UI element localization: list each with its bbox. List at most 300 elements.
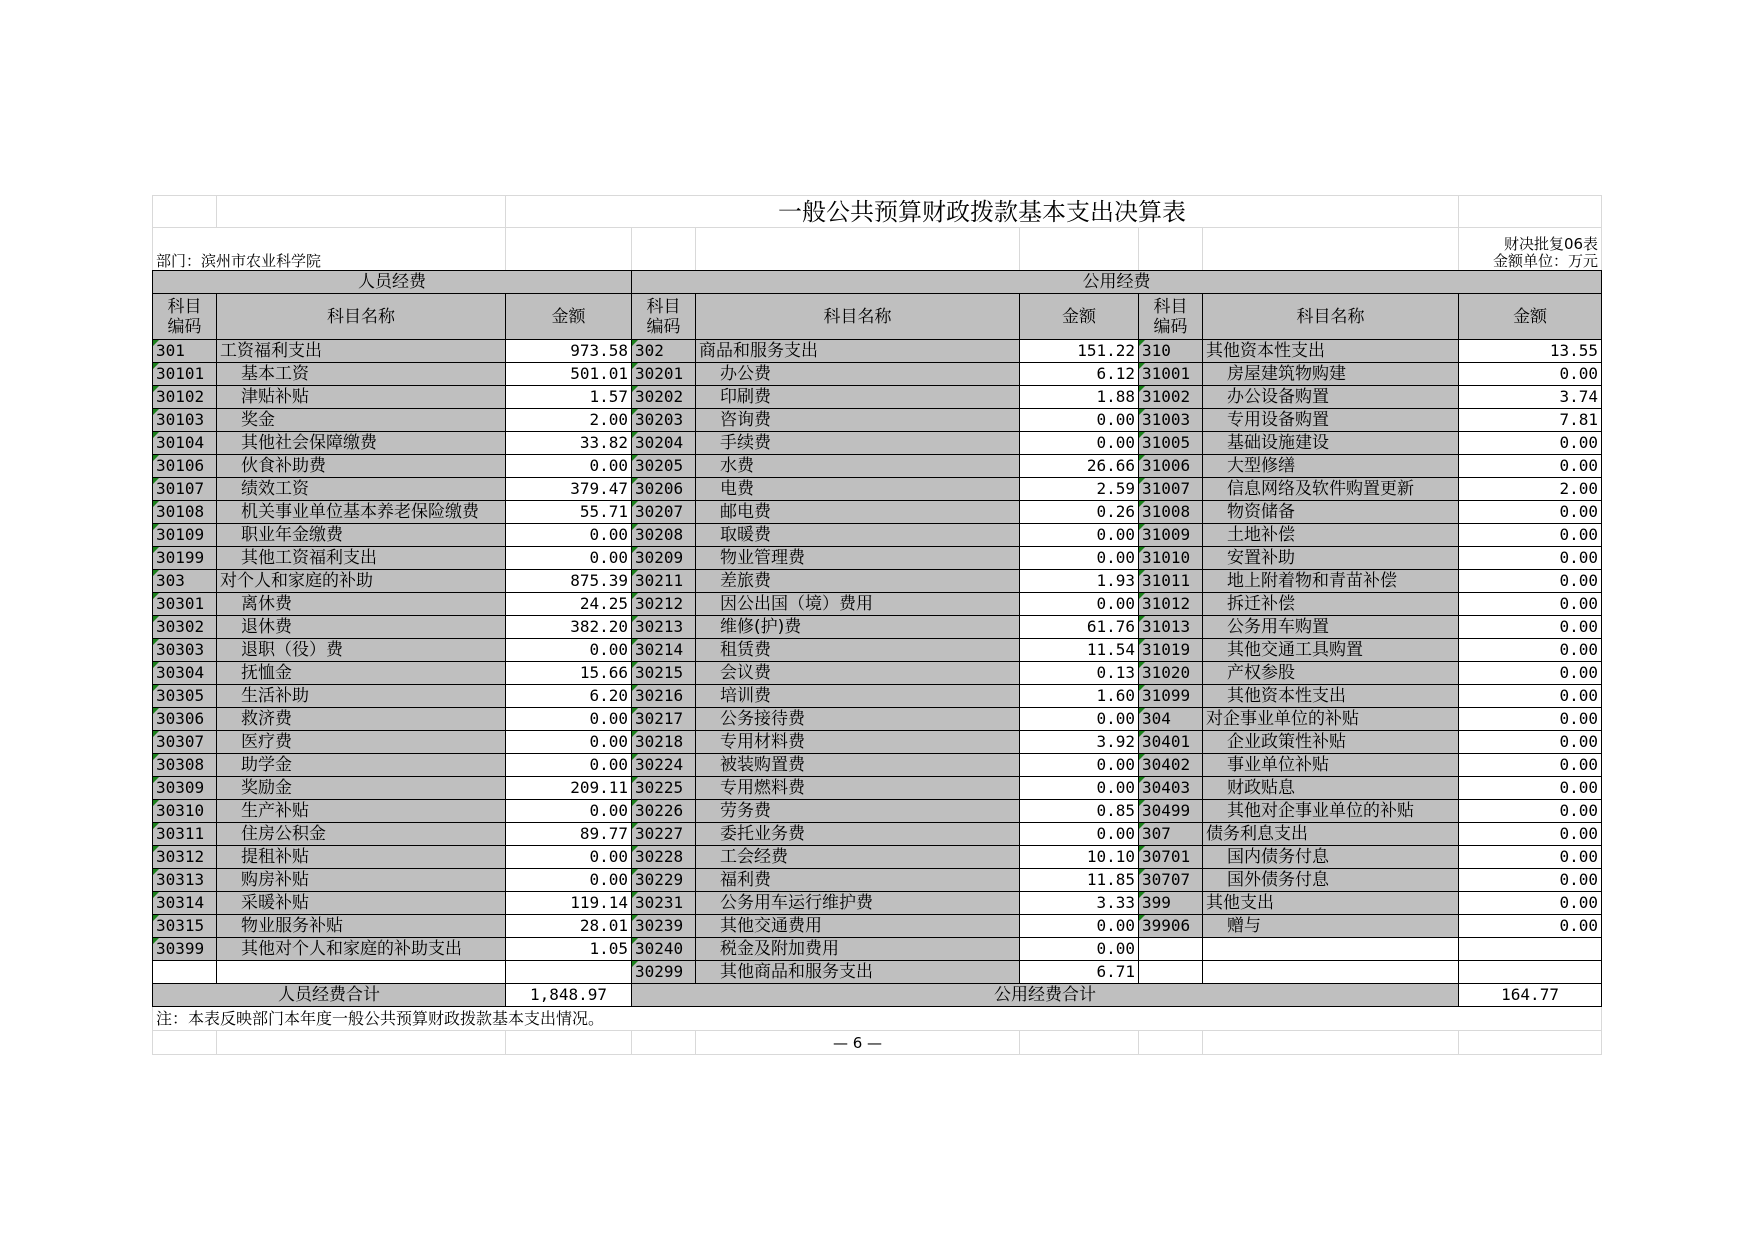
blank-cell [1459, 1031, 1602, 1055]
blank-cell [696, 228, 1020, 271]
subject-amount: 1.60 [1020, 685, 1139, 708]
table-row [153, 938, 1602, 961]
subject-name: 公务接待费 [696, 708, 1020, 731]
form-code: 财决批复06表 [1503, 235, 1599, 253]
subject-amount: 0.00 [1020, 823, 1139, 846]
subject-code: 30103 [153, 409, 217, 432]
subject-amount: 0.00 [506, 731, 632, 754]
subject-amount: 0.00 [1459, 570, 1602, 593]
subject-name [1203, 938, 1459, 961]
subject-amount: 0.00 [1020, 432, 1139, 455]
subject-code: 30303 [153, 639, 217, 662]
subject-amount: 151.22 [1020, 340, 1139, 363]
subject-amount: 55.71 [506, 501, 632, 524]
subject-name: 采暖补贴 [217, 892, 506, 915]
subject-name: 其他工资福利支出 [217, 547, 506, 570]
subject-amount: 973.58 [506, 340, 632, 363]
subject-amount [1459, 961, 1602, 984]
subject-code: 30401 [1139, 731, 1203, 754]
subject-code: 30218 [632, 731, 696, 754]
subject-name: 工会经费 [696, 846, 1020, 869]
blank-cell [1203, 228, 1459, 271]
subject-name: 水费 [696, 455, 1020, 478]
subject-amount: 0.26 [1020, 501, 1139, 524]
subject-amount: 11.54 [1020, 639, 1139, 662]
subject-amount: 379.47 [506, 478, 632, 501]
name-header: 科目名称 [217, 294, 506, 340]
subject-name: 抚恤金 [217, 662, 506, 685]
subject-code: 301 [153, 340, 217, 363]
subject-code: 302 [632, 340, 696, 363]
subject-code: 30240 [632, 938, 696, 961]
subject-amount: 3.33 [1020, 892, 1139, 915]
subject-code: 31005 [1139, 432, 1203, 455]
table-row [153, 662, 1602, 685]
subject-code: 30301 [153, 593, 217, 616]
subject-name: 其他资本性支出 [1203, 340, 1459, 363]
subject-code: 30304 [153, 662, 217, 685]
subject-amount: 0.00 [1020, 915, 1139, 938]
subject-name: 其他商品和服务支出 [696, 961, 1020, 984]
subject-name: 地上附着物和青苗补偿 [1203, 570, 1459, 593]
table-row [153, 708, 1602, 731]
subject-name: 福利费 [696, 869, 1020, 892]
subject-amount: 0.00 [1459, 846, 1602, 869]
subject-name: 伙食补助费 [217, 455, 506, 478]
blank-cell [632, 228, 696, 271]
subject-amount: 0.00 [506, 455, 632, 478]
amount-header: 金额 [1020, 294, 1139, 340]
subject-code: 30239 [632, 915, 696, 938]
subject-name: 对个人和家庭的补助 [217, 570, 506, 593]
subject-name: 专用材料费 [696, 731, 1020, 754]
personnel-total-label: 人员经费合计 [153, 984, 506, 1007]
subject-name: 培训费 [696, 685, 1020, 708]
public-total-label: 公用经费合计 [632, 984, 1459, 1007]
code-header: 科目 编码 [1139, 294, 1203, 340]
subject-amount: 0.00 [1020, 754, 1139, 777]
subject-amount: 1.05 [506, 938, 632, 961]
subject-amount: 875.39 [506, 570, 632, 593]
table-row [153, 409, 1602, 432]
subject-name: 其他社会保障缴费 [217, 432, 506, 455]
subject-name: 其他交通费用 [696, 915, 1020, 938]
subject-amount: 2.00 [1459, 478, 1602, 501]
subject-amount: 382.20 [506, 616, 632, 639]
subject-amount: 0.00 [1020, 524, 1139, 547]
subject-amount: 0.00 [1020, 593, 1139, 616]
table-row [153, 363, 1602, 386]
subject-amount: 0.00 [1020, 708, 1139, 731]
subject-amount: 10.10 [1020, 846, 1139, 869]
subject-name: 公务用车购置 [1203, 616, 1459, 639]
subject-code: 30314 [153, 892, 217, 915]
subject-code: 30311 [153, 823, 217, 846]
subject-name: 物业服务补贴 [217, 915, 506, 938]
subject-code: 30102 [153, 386, 217, 409]
expenditure-table [152, 195, 1602, 1055]
subject-name: 产权参股 [1203, 662, 1459, 685]
subject-code: 30106 [153, 455, 217, 478]
blank-cell [1459, 196, 1602, 228]
subject-code: 30215 [632, 662, 696, 685]
blank-cell [217, 196, 506, 228]
subject-amount: 0.00 [1459, 869, 1602, 892]
subject-amount: 1.88 [1020, 386, 1139, 409]
subject-amount: 209.11 [506, 777, 632, 800]
subject-name: 公务用车运行维护费 [696, 892, 1020, 915]
blank-cell [632, 1031, 696, 1055]
subject-name: 维修(护)费 [696, 616, 1020, 639]
amount-header: 金额 [506, 294, 632, 340]
table-row [153, 547, 1602, 570]
subject-code: 31011 [1139, 570, 1203, 593]
subject-name: 其他支出 [1203, 892, 1459, 915]
subject-amount: 28.01 [506, 915, 632, 938]
blank-cell [1139, 228, 1203, 271]
subject-name: 其他对企事业单位的补贴 [1203, 800, 1459, 823]
subject-code: 30206 [632, 478, 696, 501]
subject-amount: 0.00 [1459, 639, 1602, 662]
subject-code: 30211 [632, 570, 696, 593]
subject-name: 手续费 [696, 432, 1020, 455]
subject-code: 39906 [1139, 915, 1203, 938]
subject-name: 机关事业单位基本养老保险缴费 [217, 501, 506, 524]
subject-name: 退职（役）费 [217, 639, 506, 662]
subject-code [1139, 938, 1203, 961]
subject-amount: 89.77 [506, 823, 632, 846]
subject-name [217, 961, 506, 984]
subject-code: 30227 [632, 823, 696, 846]
subject-code: 30202 [632, 386, 696, 409]
subject-name: 咨询费 [696, 409, 1020, 432]
subject-name: 房屋建筑物购建 [1203, 363, 1459, 386]
subject-name: 津贴补贴 [217, 386, 506, 409]
subject-name: 物业管理费 [696, 547, 1020, 570]
subject-code: 31009 [1139, 524, 1203, 547]
subject-code: 30109 [153, 524, 217, 547]
subject-code: 303 [153, 570, 217, 593]
subject-code: 30312 [153, 846, 217, 869]
subject-code: 304 [1139, 708, 1203, 731]
subject-amount: 0.00 [1459, 915, 1602, 938]
subject-name: 债务利息支出 [1203, 823, 1459, 846]
subject-name: 办公设备购置 [1203, 386, 1459, 409]
subject-code: 30214 [632, 639, 696, 662]
subject-amount: 7.81 [1459, 409, 1602, 432]
subject-code: 30302 [153, 616, 217, 639]
subject-amount: 61.76 [1020, 616, 1139, 639]
subject-code: 30499 [1139, 800, 1203, 823]
subject-code: 31012 [1139, 593, 1203, 616]
subject-code: 30399 [153, 938, 217, 961]
subject-name: 国外债务付息 [1203, 869, 1459, 892]
subject-name: 信息网络及软件购置更新 [1203, 478, 1459, 501]
subject-name: 印刷费 [696, 386, 1020, 409]
subject-name: 取暖费 [696, 524, 1020, 547]
subject-amount: 0.00 [1459, 432, 1602, 455]
table-row [153, 777, 1602, 800]
expenditure-sheet [152, 195, 1601, 1055]
table-row [153, 616, 1602, 639]
subject-amount: 0.00 [1459, 800, 1602, 823]
subject-code: 30701 [1139, 846, 1203, 869]
code-header: 科目 编码 [632, 294, 696, 340]
blank-cell [506, 1031, 632, 1055]
subject-amount: 1.93 [1020, 570, 1139, 593]
subject-name: 专用设备购置 [1203, 409, 1459, 432]
subject-code: 30315 [153, 915, 217, 938]
subject-amount: 11.85 [1020, 869, 1139, 892]
subject-amount: 0.00 [1459, 662, 1602, 685]
subject-name: 国内债务付息 [1203, 846, 1459, 869]
subject-code: 31002 [1139, 386, 1203, 409]
subject-name: 购房补贴 [217, 869, 506, 892]
name-header: 科目名称 [1203, 294, 1459, 340]
table-row [153, 524, 1602, 547]
subject-name: 其他交通工具购置 [1203, 639, 1459, 662]
subject-name: 离休费 [217, 593, 506, 616]
table-row [153, 731, 1602, 754]
subject-code: 31019 [1139, 639, 1203, 662]
subject-code: 31007 [1139, 478, 1203, 501]
subject-name: 助学金 [217, 754, 506, 777]
subject-amount: 24.25 [506, 593, 632, 616]
subject-code: 310 [1139, 340, 1203, 363]
table-row [153, 570, 1602, 593]
subject-name: 企业政策性补贴 [1203, 731, 1459, 754]
subject-code: 31020 [1139, 662, 1203, 685]
subject-name: 退休费 [217, 616, 506, 639]
subject-amount: 0.00 [506, 800, 632, 823]
blank-cell [153, 1031, 217, 1055]
subject-amount: 0.00 [1459, 547, 1602, 570]
table-row [153, 892, 1602, 915]
subject-code: 30216 [632, 685, 696, 708]
subject-name: 安置补助 [1203, 547, 1459, 570]
subject-name: 提租补贴 [217, 846, 506, 869]
subject-code [1139, 961, 1203, 984]
subject-amount: 33.82 [506, 432, 632, 455]
subject-code: 30108 [153, 501, 217, 524]
subject-amount: 0.00 [506, 754, 632, 777]
table-row [153, 685, 1602, 708]
subject-amount: 0.00 [506, 846, 632, 869]
subject-amount: 6.71 [1020, 961, 1139, 984]
subject-code: 30403 [1139, 777, 1203, 800]
subject-name: 土地补偿 [1203, 524, 1459, 547]
subject-amount: 0.00 [506, 639, 632, 662]
subject-code: 30228 [632, 846, 696, 869]
subject-code: 30107 [153, 478, 217, 501]
subject-amount: 0.00 [506, 708, 632, 731]
subject-code: 30309 [153, 777, 217, 800]
table-row [153, 386, 1602, 409]
subject-name: 对企事业单位的补贴 [1203, 708, 1459, 731]
subject-name: 差旅费 [696, 570, 1020, 593]
subject-name: 奖金 [217, 409, 506, 432]
subject-code: 30207 [632, 501, 696, 524]
subject-amount: 13.55 [1459, 340, 1602, 363]
subject-name: 税金及附加费用 [696, 938, 1020, 961]
subject-amount: 0.00 [1020, 777, 1139, 800]
table-row [153, 501, 1602, 524]
public-total-value: 164.77 [1459, 984, 1602, 1007]
subject-amount: 0.00 [1459, 593, 1602, 616]
subject-amount: 0.00 [1459, 892, 1602, 915]
personnel-total-value: 1,848.97 [506, 984, 632, 1007]
subject-name: 赠与 [1203, 915, 1459, 938]
table-row [153, 800, 1602, 823]
subject-code: 30226 [632, 800, 696, 823]
subject-amount: 26.66 [1020, 455, 1139, 478]
subject-code: 30225 [632, 777, 696, 800]
blank-cell [506, 228, 632, 271]
subject-code: 31001 [1139, 363, 1203, 386]
subject-name: 劳务费 [696, 800, 1020, 823]
subject-name: 救济费 [217, 708, 506, 731]
subject-code: 30203 [632, 409, 696, 432]
subject-name: 其他资本性支出 [1203, 685, 1459, 708]
blank-cell [1139, 1031, 1203, 1055]
subject-code: 31010 [1139, 547, 1203, 570]
subject-name: 委托业务费 [696, 823, 1020, 846]
subject-name: 会议费 [696, 662, 1020, 685]
name-header: 科目名称 [696, 294, 1020, 340]
subject-name: 奖励金 [217, 777, 506, 800]
subject-code: 31008 [1139, 501, 1203, 524]
subject-code: 30224 [632, 754, 696, 777]
subject-name: 医疗费 [217, 731, 506, 754]
subject-amount: 6.20 [506, 685, 632, 708]
subject-name: 专用燃料费 [696, 777, 1020, 800]
subject-code: 30306 [153, 708, 217, 731]
subject-amount: 0.00 [1459, 501, 1602, 524]
subject-name: 租赁费 [696, 639, 1020, 662]
subject-name: 物资储备 [1203, 501, 1459, 524]
subject-amount: 0.00 [1459, 777, 1602, 800]
amount-header: 金额 [1459, 294, 1602, 340]
blank-cell [1020, 1031, 1139, 1055]
form-code-and-unit [1459, 228, 1602, 271]
subject-code: 30212 [632, 593, 696, 616]
subject-code: 30307 [153, 731, 217, 754]
subject-code: 30213 [632, 616, 696, 639]
subject-name: 基础设施建设 [1203, 432, 1459, 455]
subject-code: 30208 [632, 524, 696, 547]
subject-amount: 0.00 [1459, 685, 1602, 708]
table-row [153, 340, 1602, 363]
subject-name: 工资福利支出 [217, 340, 506, 363]
page-number: — 6 — [696, 1031, 1020, 1055]
subject-name: 其他对个人和家庭的补助支出 [217, 938, 506, 961]
subject-code: 307 [1139, 823, 1203, 846]
subject-name: 生活补助 [217, 685, 506, 708]
personnel-header: 人员经费 [153, 271, 632, 294]
subject-code: 31013 [1139, 616, 1203, 639]
subject-name: 基本工资 [217, 363, 506, 386]
subject-amount: 3.74 [1459, 386, 1602, 409]
subject-code: 30310 [153, 800, 217, 823]
subject-amount: 0.00 [1020, 409, 1139, 432]
subject-code: 30707 [1139, 869, 1203, 892]
table-row [153, 754, 1602, 777]
table-row [153, 915, 1602, 938]
subject-code: 30299 [632, 961, 696, 984]
blank-cell [1020, 228, 1139, 271]
subject-amount: 501.01 [506, 363, 632, 386]
subject-amount [506, 961, 632, 984]
subject-amount: 0.00 [506, 869, 632, 892]
subject-name: 大型修缮 [1203, 455, 1459, 478]
blank-cell [153, 196, 217, 228]
subject-amount: 6.12 [1020, 363, 1139, 386]
department-label: 部门：滨州市农业科学院 [153, 228, 506, 271]
subject-name: 被装购置费 [696, 754, 1020, 777]
subject-amount: 0.00 [1459, 754, 1602, 777]
table-row [153, 432, 1602, 455]
subject-name: 事业单位补贴 [1203, 754, 1459, 777]
subject-name: 因公出国（境）费用 [696, 593, 1020, 616]
subject-code: 30217 [632, 708, 696, 731]
blank-cell [217, 1031, 506, 1055]
subject-code: 31006 [1139, 455, 1203, 478]
subject-amount: 3.92 [1020, 731, 1139, 754]
subject-code: 31003 [1139, 409, 1203, 432]
table-row [153, 869, 1602, 892]
table-title: 一般公共预算财政拨款基本支出决算表 [506, 196, 1459, 228]
subject-code: 30209 [632, 547, 696, 570]
subject-code: 30231 [632, 892, 696, 915]
subject-amount: 0.00 [1459, 708, 1602, 731]
subject-code: 399 [1139, 892, 1203, 915]
subject-code: 30199 [153, 547, 217, 570]
subject-amount: 0.00 [1459, 363, 1602, 386]
subject-name: 邮电费 [696, 501, 1020, 524]
subject-amount: 15.66 [506, 662, 632, 685]
subject-name: 生产补贴 [217, 800, 506, 823]
subject-name: 办公费 [696, 363, 1020, 386]
subject-amount [1459, 938, 1602, 961]
subject-amount: 0.00 [1459, 731, 1602, 754]
table-row [153, 846, 1602, 869]
subject-code: 31099 [1139, 685, 1203, 708]
subject-name: 商品和服务支出 [696, 340, 1020, 363]
table-row [153, 823, 1602, 846]
subject-name [1203, 961, 1459, 984]
subject-name: 拆迁补偿 [1203, 593, 1459, 616]
subject-code: 30204 [632, 432, 696, 455]
subject-code: 30229 [632, 869, 696, 892]
subject-code: 30104 [153, 432, 217, 455]
table-row [153, 478, 1602, 501]
table-row [153, 639, 1602, 662]
subject-amount: 0.00 [1459, 524, 1602, 547]
blank-cell [1203, 1031, 1459, 1055]
subject-name: 绩效工资 [217, 478, 506, 501]
subject-code: 30308 [153, 754, 217, 777]
footnote: 注：本表反映部门本年度一般公共预算财政拨款基本支出情况。 [153, 1007, 1602, 1031]
subject-amount: 119.14 [506, 892, 632, 915]
subject-amount: 0.00 [506, 524, 632, 547]
code-header: 科目 编码 [153, 294, 217, 340]
subject-amount: 0.00 [1459, 823, 1602, 846]
subject-code: 30305 [153, 685, 217, 708]
public-header: 公用经费 [632, 271, 1602, 294]
subject-code: 30201 [632, 363, 696, 386]
subject-amount: 2.00 [506, 409, 632, 432]
subject-amount: 2.59 [1020, 478, 1139, 501]
